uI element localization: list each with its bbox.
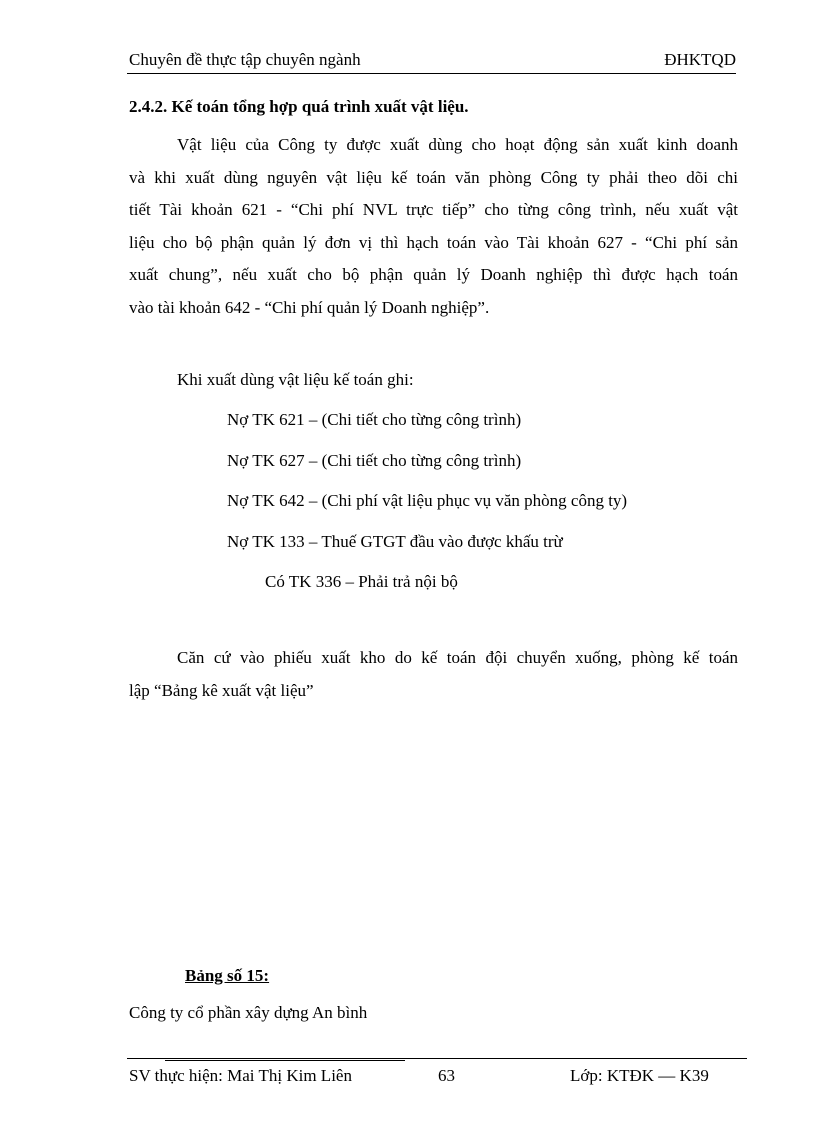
entry-debit-627: Nợ TK 627 – (Chi tiết cho từng công trình) bbox=[227, 451, 522, 470]
entry-credit-336: Có TK 336 – Phải trả nội bộ bbox=[265, 572, 458, 591]
footer-rule bbox=[127, 1058, 527, 1059]
entry-debit-133: Nợ TK 133 – Thuế GTGT đầu vào được khấu trừ bbox=[227, 532, 563, 551]
paragraph-line: vào tài khoản 642 - “Chi phí quản lý Doanh nghiệp”. bbox=[129, 297, 490, 317]
footer-student: SV thực hiện: Mai Thị Kim Liên bbox=[129, 1066, 352, 1085]
entry-debit-621: Nợ TK 621 – (Chi tiết cho từng công trình) bbox=[227, 410, 522, 429]
paragraph-1 bbox=[129, 129, 738, 324]
footer-class: Lớp: KTĐK — K39 bbox=[570, 1066, 709, 1085]
paragraph-line: liệu cho bộ phận quản lý đơn vị thì hạch toán vào Tài khoản 627 - “Chi phí sản bbox=[129, 232, 738, 252]
entry-intro: Khi xuất dùng vật liệu kế toán ghi: bbox=[177, 370, 414, 389]
entry-debit-642: Nợ TK 642 – (Chi phí vật liệu phục vụ văn phòng công ty) bbox=[227, 491, 628, 510]
paragraph-line: xuất chung”, nếu xuất cho bộ phận quản lý Doanh nghiệp thì được hạch toán bbox=[129, 265, 738, 284]
table-title: Bảng số 15: bbox=[185, 966, 270, 985]
footer-rule bbox=[527, 1058, 747, 1059]
header-school: ĐHKTQD bbox=[664, 50, 736, 69]
paragraph-line: lập “Bảng kê xuất vật liệu” bbox=[129, 680, 314, 700]
section-heading: 2.4.2. Kế toán tổng hợp quá trình xuất vật liệu. bbox=[129, 97, 469, 116]
footer-page-number: 63 bbox=[438, 1066, 455, 1085]
paragraph-2 bbox=[129, 642, 738, 707]
header-title: Chuyên đề thực tập chuyên ngành bbox=[129, 50, 361, 69]
footer-rule bbox=[165, 1060, 405, 1061]
paragraph-line: tiết Tài khoản 621 - “Chi phí NVL trực tiếp” cho từng công trình, nếu xuất vật bbox=[129, 200, 738, 219]
paragraph-line: Căn cứ vào phiếu xuất kho do kế toán đội chuyển xuống, phòng kế toán bbox=[177, 648, 738, 667]
paragraph-line: Vật liệu của Công ty được xuất dùng cho hoạt động sản xuất kinh doanh bbox=[177, 135, 738, 154]
company-name: Công ty cổ phần xây dựng An bình bbox=[129, 1003, 368, 1022]
header-rule bbox=[127, 73, 736, 74]
paragraph-line: và khi xuất dùng nguyên vật liệu kế toán văn phòng Công ty phải theo dõi chi bbox=[129, 167, 738, 187]
